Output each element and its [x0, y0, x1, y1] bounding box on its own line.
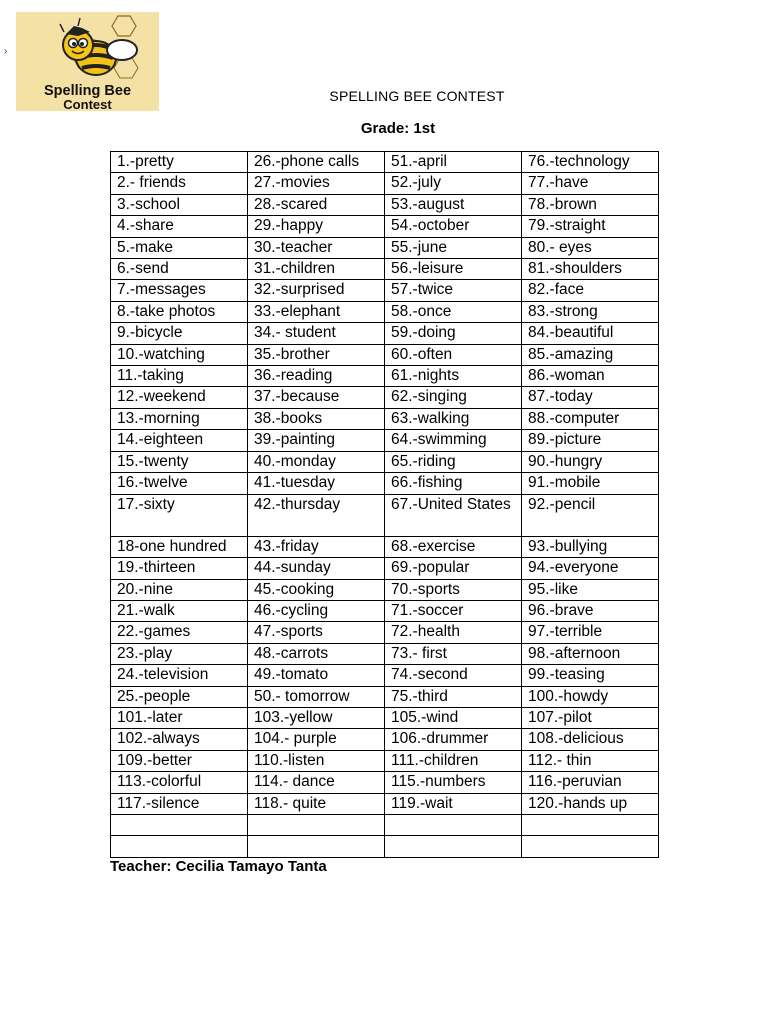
table-row — [111, 344, 659, 365]
word-cell: 68.-exercise — [385, 536, 522, 557]
word-cell: 96.-brave — [522, 600, 659, 621]
word-cell: 27.-movies — [248, 173, 385, 194]
word-cell: 10.-watching — [111, 344, 248, 365]
table-row — [111, 707, 659, 728]
word-cell: 75.-third — [385, 686, 522, 707]
word-cell: 40.-monday — [248, 451, 385, 472]
table-row — [111, 494, 659, 536]
word-cell: 99.-teasing — [522, 665, 659, 686]
word-cell: 7.-messages — [111, 280, 248, 301]
word-cell: 97.-terrible — [522, 622, 659, 643]
word-cell: 105.-wind — [385, 707, 522, 728]
table-row — [111, 622, 659, 643]
word-cell: 93.-bullying — [522, 536, 659, 557]
word-cell: 94.-everyone — [522, 558, 659, 579]
table-row — [111, 729, 659, 750]
word-cell: 46.-cycling — [248, 600, 385, 621]
word-cell: 16.-twelve — [111, 473, 248, 494]
word-cell: 103.-yellow — [248, 707, 385, 728]
word-cell: 14.-eighteen — [111, 430, 248, 451]
word-cell: 107.-pilot — [522, 707, 659, 728]
word-cell: 1.-pretty — [111, 152, 248, 173]
word-cell: 60.-often — [385, 344, 522, 365]
word-cell: 73.- first — [385, 643, 522, 664]
table-row — [111, 323, 659, 344]
word-cell: 69.-popular — [385, 558, 522, 579]
word-cell: 98.-afternoon — [522, 643, 659, 664]
word-cell: 113.-colorful — [111, 772, 248, 793]
word-cell: 78.-brown — [522, 194, 659, 215]
word-cell: 24.-television — [111, 665, 248, 686]
word-cell: 18-one hundred — [111, 536, 248, 557]
word-cell: 45.-cooking — [248, 579, 385, 600]
word-cell: 80.- eyes — [522, 237, 659, 258]
word-cell: 41.-tuesday — [248, 473, 385, 494]
word-cell: 52.-july — [385, 173, 522, 194]
word-cell: 2.- friends — [111, 173, 248, 194]
word-cell: 64.-swimming — [385, 430, 522, 451]
table-row — [111, 772, 659, 793]
word-cell: 119.-wait — [385, 793, 522, 814]
word-cell: 74.-second — [385, 665, 522, 686]
word-cell: 120.-hands up — [522, 793, 659, 814]
word-cell — [385, 836, 522, 857]
word-cell: 56.-leisure — [385, 259, 522, 280]
word-cell: 82.-face — [522, 280, 659, 301]
word-cell: 79.-straight — [522, 216, 659, 237]
word-cell: 49.-tomato — [248, 665, 385, 686]
table-row — [111, 473, 659, 494]
table-row — [111, 216, 659, 237]
word-cell: 101.-later — [111, 707, 248, 728]
word-cell: 85.-amazing — [522, 344, 659, 365]
word-cell: 110.-listen — [248, 750, 385, 771]
word-cell: 48.-carrots — [248, 643, 385, 664]
word-cell: 57.-twice — [385, 280, 522, 301]
table-row — [111, 750, 659, 771]
table-row — [111, 430, 659, 451]
word-cell: 59.-doing — [385, 323, 522, 344]
word-cell: 3.-school — [111, 194, 248, 215]
word-cell: 65.-riding — [385, 451, 522, 472]
word-cell: 9.-bicycle — [111, 323, 248, 344]
table-row — [111, 152, 659, 173]
word-cell: 58.-once — [385, 301, 522, 322]
word-cell: 100.-howdy — [522, 686, 659, 707]
word-cell: 43.-friday — [248, 536, 385, 557]
side-chevron-icon: › — [4, 46, 8, 57]
word-cell: 22.-games — [111, 622, 248, 643]
word-cell: 66.-fishing — [385, 473, 522, 494]
word-cell: 102.-always — [111, 729, 248, 750]
word-cell: 53.-august — [385, 194, 522, 215]
word-cell: 39.-painting — [248, 430, 385, 451]
table-row — [111, 558, 659, 579]
word-cell: 19.-thirteen — [111, 558, 248, 579]
word-cell: 111.-children — [385, 750, 522, 771]
word-cell: 37.-because — [248, 387, 385, 408]
table-row — [111, 173, 659, 194]
word-cell: 28.-scared — [248, 194, 385, 215]
word-cell: 47.-sports — [248, 622, 385, 643]
word-cell: 15.-twenty — [111, 451, 248, 472]
word-cell: 21.-walk — [111, 600, 248, 621]
word-cell: 106.-drummer — [385, 729, 522, 750]
word-cell: 76.-technology — [522, 152, 659, 173]
word-cell: 20.-nine — [111, 579, 248, 600]
logo-title: Spelling Bee — [43, 83, 132, 99]
word-cell: 38.-books — [248, 408, 385, 429]
word-cell: 115.-numbers — [385, 772, 522, 793]
table-row — [111, 259, 659, 280]
word-cell — [111, 836, 248, 857]
table-row — [111, 643, 659, 664]
table-row — [111, 387, 659, 408]
word-cell: 6.-send — [111, 259, 248, 280]
table-row — [111, 686, 659, 707]
word-cell — [248, 814, 385, 835]
word-cell: 87.-today — [522, 387, 659, 408]
word-cell: 92.-pencil — [522, 494, 659, 536]
word-cell: 109.-better — [111, 750, 248, 771]
word-cell: 91.-mobile — [522, 473, 659, 494]
word-list-table — [110, 151, 659, 858]
word-cell: 35.-brother — [248, 344, 385, 365]
table-row — [111, 280, 659, 301]
word-cell: 32.-surprised — [248, 280, 385, 301]
word-cell: 12.-weekend — [111, 387, 248, 408]
word-cell: 31.-children — [248, 259, 385, 280]
word-cell: 25.-people — [111, 686, 248, 707]
word-cell: 54.-october — [385, 216, 522, 237]
word-cell: 26.-phone calls — [248, 152, 385, 173]
word-cell: 88.-computer — [522, 408, 659, 429]
word-cell: 5.-make — [111, 237, 248, 258]
word-cell: 4.-share — [111, 216, 248, 237]
word-cell: 42.-thursday — [248, 494, 385, 536]
table-row — [111, 579, 659, 600]
word-cell: 55.-june — [385, 237, 522, 258]
word-cell: 44.-sunday — [248, 558, 385, 579]
table-row — [111, 814, 659, 835]
word-cell: 108.-delicious — [522, 729, 659, 750]
table-row — [111, 237, 659, 258]
table-row — [111, 451, 659, 472]
table-row — [111, 301, 659, 322]
word-cell — [522, 814, 659, 835]
word-cell: 104.- purple — [248, 729, 385, 750]
word-cell: 72.-health — [385, 622, 522, 643]
word-cell: 117.-silence — [111, 793, 248, 814]
word-cell: 70.-sports — [385, 579, 522, 600]
word-cell: 77.-have — [522, 173, 659, 194]
word-cell: 114.- dance — [248, 772, 385, 793]
grade-label: Grade: 1st — [360, 120, 436, 137]
word-cell: 86.-woman — [522, 366, 659, 387]
word-cell: 8.-take photos — [111, 301, 248, 322]
word-cell: 30.-teacher — [248, 237, 385, 258]
logo-subtitle: Contest — [63, 97, 112, 111]
word-cell: 23.-play — [111, 643, 248, 664]
word-cell — [111, 814, 248, 835]
teacher-name: Teacher: Cecilia Tamayo Tanta — [110, 858, 327, 875]
table-row — [111, 366, 659, 387]
word-cell: 29.-happy — [248, 216, 385, 237]
table-row — [111, 194, 659, 215]
word-cell: 63.-walking — [385, 408, 522, 429]
word-cell: 62.-singing — [385, 387, 522, 408]
word-cell: 36.-reading — [248, 366, 385, 387]
word-cell: 13.-morning — [111, 408, 248, 429]
word-cell: 11.-taking — [111, 366, 248, 387]
word-cell: 33.-elephant — [248, 301, 385, 322]
word-cell: 116.-peruvian — [522, 772, 659, 793]
word-cell: 112.- thin — [522, 750, 659, 771]
word-cell — [522, 836, 659, 857]
table-row — [111, 536, 659, 557]
table-row — [111, 793, 659, 814]
word-cell: 71.-soccer — [385, 600, 522, 621]
word-cell — [248, 836, 385, 857]
table-row — [111, 408, 659, 429]
word-cell: 83.-strong — [522, 301, 659, 322]
word-cell: 51.-april — [385, 152, 522, 173]
word-cell: 84.-beautiful — [522, 323, 659, 344]
word-cell — [385, 814, 522, 835]
table-row — [111, 836, 659, 857]
table-row — [111, 665, 659, 686]
word-cell: 118.- quite — [248, 793, 385, 814]
word-cell: 89.-picture — [522, 430, 659, 451]
word-cell: 34.- student — [248, 323, 385, 344]
word-cell: 81.-shoulders — [522, 259, 659, 280]
word-cell: 67.-United States — [385, 494, 522, 536]
word-cell: 50.- tomorrow — [248, 686, 385, 707]
word-cell: 95.-like — [522, 579, 659, 600]
word-cell: 90.-hungry — [522, 451, 659, 472]
word-cell: 17.-sixty — [111, 494, 248, 536]
word-cell: 61.-nights — [385, 366, 522, 387]
table-row — [111, 600, 659, 621]
page-title: SPELLING BEE CONTEST — [329, 88, 505, 104]
